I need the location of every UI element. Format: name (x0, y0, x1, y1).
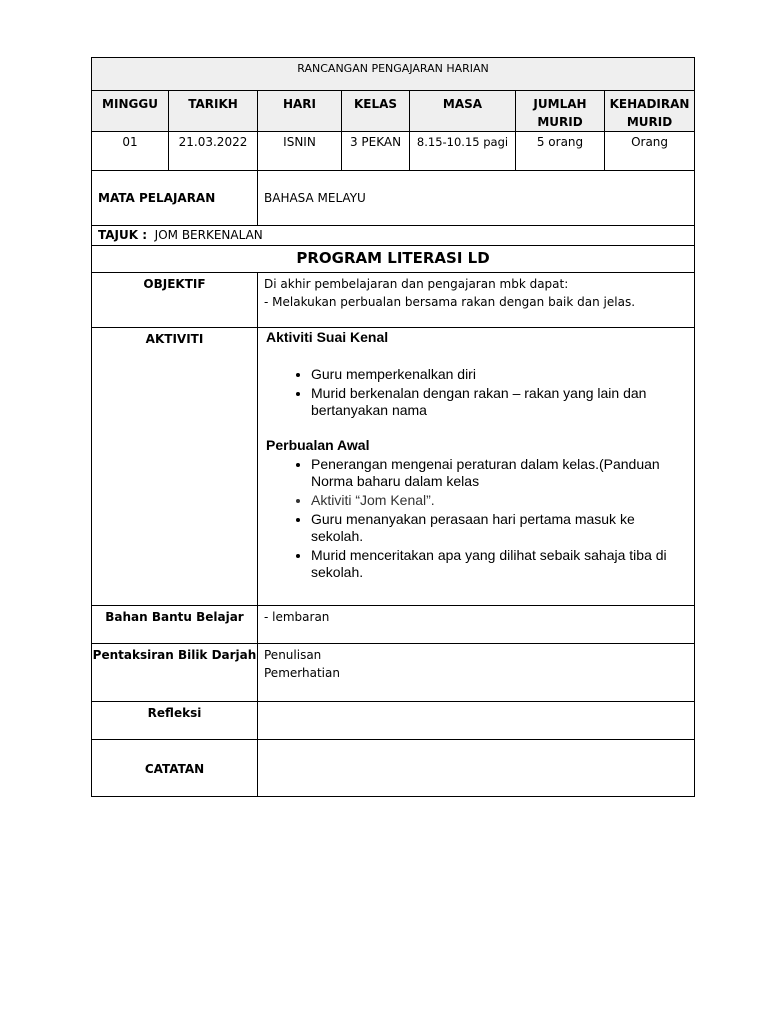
reflection-value (258, 701, 695, 739)
activity-item: • Aktiviti “Jom Kenal”. (311, 492, 686, 509)
lesson-plan-body-table (91, 246, 695, 797)
objective-label: OBJEKTIF (92, 272, 258, 327)
value-masa: 8.15-10.15 pagi (410, 132, 516, 171)
objective-line: - Melakukan perbualan bersama rakan dengan baik dan jelas. (264, 294, 636, 309)
subject-label: MATA PELAJARAN (92, 171, 258, 226)
activity-heading: Perbualan Awal (266, 436, 370, 453)
assessment-line: Pemerhatian (264, 665, 340, 680)
assessment-line: Penulisan (264, 647, 322, 662)
subject-value: BAHASA MELAYU (258, 171, 695, 226)
value-hari: ISNIN (258, 132, 342, 171)
materials-label: Bahan Bantu Belajar (92, 605, 258, 643)
activity-list (266, 456, 686, 581)
assessment-label: Pentaksiran Bilik Darjah (92, 643, 258, 701)
materials-value: - lembaran (258, 605, 695, 643)
activity-item: • Penerangan mengenai peraturan dalam kelas.(Panduan Norma baharu dalam kelas (311, 456, 686, 490)
value-kelas: 3 PEKAN (342, 132, 410, 171)
topic-row (91, 226, 695, 246)
program-title: PROGRAM LITERASI LD (92, 246, 695, 272)
lesson-plan-header-table (91, 57, 695, 226)
topic-value: JOM BERKENALAN (154, 228, 263, 242)
header-jumlah-murid: JUMLAH MURID (516, 91, 605, 132)
value-minggu: 01 (92, 132, 169, 171)
reflection-label: Refleksi (92, 701, 258, 739)
header-kehadiran-murid: KEHADIRAN MURID (605, 91, 695, 132)
objective-line: Di akhir pembelajaran dan pengajaran mbk dapat: (264, 276, 569, 291)
activity-label: AKTIVITI (92, 327, 258, 605)
notes-value (258, 739, 695, 796)
header-minggu: MINGGU (92, 91, 169, 132)
activity-item: • Guru menanyakan perasaan hari pertama masuk ke sekolah. (311, 511, 686, 545)
objective-content (258, 272, 695, 327)
header-tarikh: TARIKH (169, 91, 258, 132)
lesson-plan-sheet (91, 57, 694, 797)
activity-list (266, 366, 686, 419)
activity-item: • Murid menceritakan apa yang dilihat sebaik sahaja tiba di sekolah. (311, 547, 686, 581)
header-masa: MASA (410, 91, 516, 132)
header-kelas: KELAS (342, 91, 410, 132)
value-tarikh: 21.03.2022 (169, 132, 258, 171)
activity-content (258, 327, 695, 605)
assessment-content (258, 643, 695, 701)
header-hari: HARI (258, 91, 342, 132)
document-title: RANCANGAN PENGAJARAN HARIAN (92, 58, 695, 91)
value-jumlah-murid: 5 orang (516, 132, 605, 171)
activity-item: • Murid berkenalan dengan rakan – rakan yang lain dan bertanyakan nama (311, 385, 686, 419)
activity-item: • Guru memperkenalkan diri (311, 366, 686, 383)
notes-label: CATATAN (92, 739, 258, 796)
value-kehadiran-murid: Orang (605, 132, 695, 171)
activity-heading: Aktiviti Suai Kenal (266, 328, 389, 345)
topic-label: TAJUK : (98, 228, 148, 242)
